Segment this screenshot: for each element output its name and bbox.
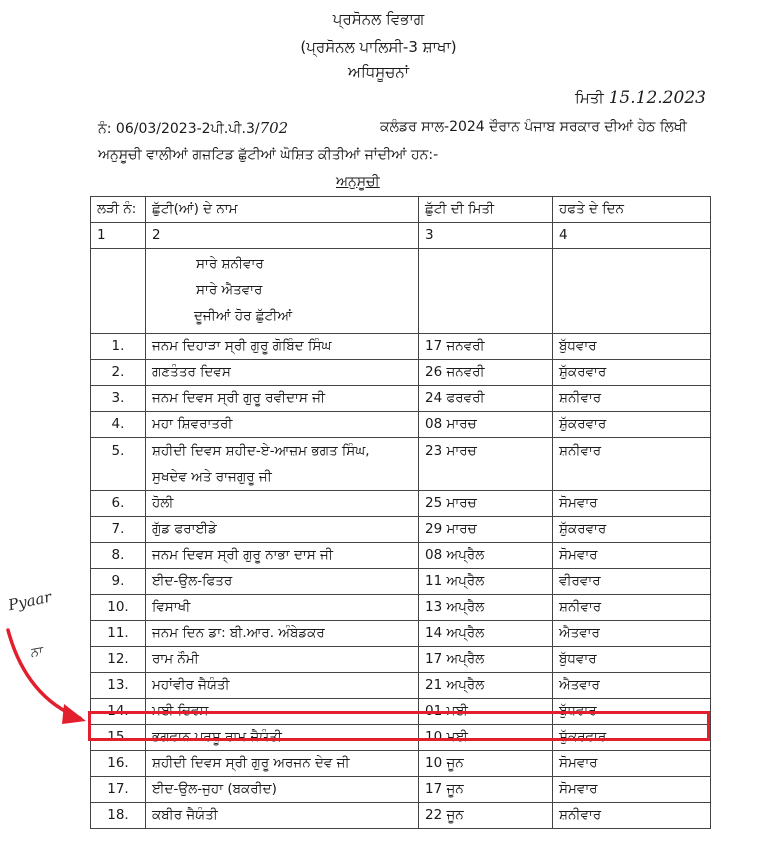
holiday-name: ਭਗਵਾਨ ਪਰਸ਼ੂ ਰਾਮ ਜੈਯੰਤੀ (146, 725, 419, 751)
holiday-name: ਸ਼ਹੀਦੀ ਦਿਵਸ ਸ੍ਰੀ ਗੁਰੂ ਅਰਜਨ ਦੇਵ ਜੀ (146, 751, 419, 777)
red-arrow-icon (0, 587, 100, 730)
reference-number (98, 119, 288, 137)
highlight-box (88, 711, 710, 741)
table-header-row (91, 197, 711, 223)
serial-number: 18. (91, 803, 146, 829)
holiday-weekday: ਸ਼ੁੱਕਰਵਾਰ (553, 725, 711, 751)
table-row (91, 647, 711, 673)
table-row (91, 517, 711, 543)
serial-number: 13. (91, 673, 146, 699)
table-row (91, 438, 711, 491)
serial-number: 3. (91, 386, 146, 412)
table-row (91, 386, 711, 412)
holiday-weekday: ਸੋਮਵਾਰ (553, 777, 711, 803)
holiday-name: ਵਿਸਾਖੀ (146, 595, 419, 621)
serial-number: 5. (91, 438, 146, 491)
col-header-date: ਛੁੱਟੀ ਦੀ ਮਿਤੀ (419, 197, 553, 223)
table-row (91, 569, 711, 595)
col-number: 4 (553, 223, 711, 249)
holiday-weekday: ਸ਼ੁੱਕਰਵਾਰ (553, 360, 711, 386)
col-header-name: ਛੁੱਟੀ(ਆਂ) ਦੇ ਨਾਮ (146, 197, 419, 223)
serial-number: 11. (91, 621, 146, 647)
holiday-name: ਗੁੱਡ ਫਰਾਈਡੇ (146, 517, 419, 543)
holiday-name: ਮਹਾਂਵੀਰ ਜੈਯੰਤੀ (146, 673, 419, 699)
table-row (91, 360, 711, 386)
holiday-weekday: ਸ਼ੁੱਕਰਵਾਰ (553, 517, 711, 543)
holiday-weekday: ਬੁੱਧਵਾਰ (553, 647, 711, 673)
holiday-weekday: ਸ਼ਨੀਵਾਰ (553, 803, 711, 829)
handwritten-note-2: ਨਾ (28, 644, 44, 661)
holiday-name: ਹੋਲੀ (146, 491, 419, 517)
weekly-holidays-row (91, 249, 711, 334)
serial-number: 6. (91, 491, 146, 517)
holiday-name: ਜਨਮ ਦਿਵਸ ਸ੍ਰੀ ਗੁਰੂ ਰਵੀਦਾਸ ਜੀ (146, 386, 419, 412)
holiday-date: 01 ਮਈ (419, 699, 553, 725)
column-number-row (91, 223, 711, 249)
holiday-weekday: ਐਤਵਾਰ (553, 673, 711, 699)
holiday-date: 08 ਮਾਰਚ (419, 412, 553, 438)
holiday-date: 24 ਫਰਵਰੀ (419, 386, 553, 412)
serial-number: 9. (91, 569, 146, 595)
ref-label: ਨੰ: (98, 121, 112, 137)
holiday-weekday: ਬੁੱਧਵਾਰ (553, 699, 711, 725)
table-row (91, 673, 711, 699)
holiday-weekday: ਸ਼ਨੀਵਾਰ (553, 438, 711, 491)
holiday-name: ਈਦ-ਉਲ-ਜੁਹਾ (ਬਕਰੀਦ) (146, 777, 419, 803)
serial-number: 4. (91, 412, 146, 438)
serial-number: 17. (91, 777, 146, 803)
serial-number: 15. (91, 725, 146, 751)
weekly-item: ਦੂਜੀਆਂ ਹੋਰ ਛੁੱਟੀਆਂ (194, 308, 293, 324)
holiday-weekday: ਸੋਮਵਾਰ (553, 751, 711, 777)
holiday-name: ਰਾਮ ਨੌਮੀ (146, 647, 419, 673)
holiday-date: 21 ਅਪ੍ਰੈਲ (419, 673, 553, 699)
serial-number: 10. (91, 595, 146, 621)
holiday-name: ਸ਼ਹੀਦੀ ਦਿਵਸ ਸ਼ਹੀਦ-ਏ-ਆਜ਼ਮ ਭਗਤ ਸਿੰਘ, (152, 443, 370, 459)
weekly-item: ਸਾਰੇ ਐਤਵਾਰ (196, 282, 263, 298)
holiday-weekday: ਵੀਰਵਾਰ (553, 569, 711, 595)
holiday-name-line2: ਸੁਖਦੇਵ ਅਤੇ ਰਾਜਗੁਰੂ ਜੀ (152, 469, 272, 485)
holiday-date: 29 ਮਾਰਚ (419, 517, 553, 543)
department-title: ਪ੍ਰਸੋਨਲ ਵਿਭਾਗ (332, 10, 425, 28)
holiday-weekday: ਸੋਮਵਾਰ (553, 491, 711, 517)
table-row (91, 751, 711, 777)
table-row (91, 621, 711, 647)
holiday-name: ਗਣਤੰਤਰ ਦਿਵਸ (146, 360, 419, 386)
holiday-name: ਜਨਮ ਦਿਨ ਡਾ: ਬੀ.ਆਰ. ਅੰਬੇਡਕਰ (146, 621, 419, 647)
schedule-title: ਅਨੁਸੂਚੀ (336, 174, 380, 190)
holiday-name: ਮਹਾ ਸ਼ਿਵਰਾਤਰੀ (146, 412, 419, 438)
col-number: 3 (419, 223, 553, 249)
table-row (91, 595, 711, 621)
table-row (91, 543, 711, 569)
col-number: 2 (146, 223, 419, 249)
holiday-date: 10 ਮਈ (419, 725, 553, 751)
handwritten-note: Pyaar (6, 587, 54, 615)
table-row (91, 412, 711, 438)
table-row (91, 334, 711, 360)
holiday-name: ਜਨਮ ਦਿਹਾੜਾ ਸ੍ਰੀ ਗੁਰੂ ਗੋਬਿੰਦ ਸਿੰਘ (146, 334, 419, 360)
holiday-date: 14 ਅਪ੍ਰੈਲ (419, 621, 553, 647)
ref-value: 06/03/2023-2ਪੀ.ਪੀ.3/ (115, 121, 260, 137)
holiday-weekday: ਐਤਵਾਰ (553, 621, 711, 647)
serial-number: 8. (91, 543, 146, 569)
col-number: 1 (91, 223, 146, 249)
weekly-item: ਸਾਰੇ ਸ਼ਨੀਵਾਰ (196, 256, 264, 272)
table-row (91, 803, 711, 829)
holiday-weekday: ਬੁੱਧਵਾਰ (553, 334, 711, 360)
serial-number: 2. (91, 360, 146, 386)
holiday-weekday: ਸੋਮਵਾਰ (553, 543, 711, 569)
holiday-date: 26 ਜਨਵਰੀ (419, 360, 553, 386)
intro-line-2: ਅਨੁਸੂਚੀ ਵਾਲੀਆਂ ਗਜ਼ਟਿਡ ਛੁੱਟੀਆਂ ਘੋਸ਼ਿਤ ਕੀਤੀਆਂ ਜਾਂਦੀਆਂ ਹਨ:- (98, 147, 439, 163)
holiday-rows (91, 334, 711, 829)
date-value: 15.12.2023 (608, 88, 706, 108)
holiday-date: 25 ਮਾਰਚ (419, 491, 553, 517)
holiday-weekday: ਸ਼ਨੀਵਾਰ (553, 386, 711, 412)
notification-heading: ਅਧਿਸੂਚਨਾਂ (348, 63, 409, 81)
serial-number: 7. (91, 517, 146, 543)
table-row (91, 491, 711, 517)
holiday-date: 10 ਜੂਨ (419, 751, 553, 777)
holiday-date: 08 ਅਪ੍ਰੈਲ (419, 543, 553, 569)
serial-number: 14. (91, 699, 146, 725)
serial-number: 16. (91, 751, 146, 777)
holiday-weekday: ਸ਼ੁੱਕਰਵਾਰ (553, 412, 711, 438)
branch-subtitle: (ਪ੍ਰਸੋਨਲ ਪਾਲਿਸੀ-3 ਸ਼ਾਖਾ) (300, 38, 457, 56)
holiday-date: 17 ਅਪ੍ਰੈਲ (419, 647, 553, 673)
holiday-name: ਈਦ-ਉਲ-ਫਿਤਰ (146, 569, 419, 595)
holiday-date: 11 ਅਪ੍ਰੈਲ (419, 569, 553, 595)
ref-handwritten: 702 (259, 119, 289, 137)
holiday-date: 13 ਅਪ੍ਰੈਲ (419, 595, 553, 621)
holiday-date: 22 ਜੂਨ (419, 803, 553, 829)
serial-number: 1. (91, 334, 146, 360)
holiday-date: 17 ਜਨਵਰੀ (419, 334, 553, 360)
holiday-date: 23 ਮਾਰਚ (419, 438, 553, 491)
holiday-name: ਜਨਮ ਦਿਵਸ ਸ੍ਰੀ ਗੁਰੂ ਨਾਭਾ ਦਾਸ ਜੀ (146, 543, 419, 569)
col-header-sn: ਲੜੀ ਨੰ: (91, 197, 146, 223)
holiday-weekday: ਸ਼ਨੀਵਾਰ (553, 595, 711, 621)
date-label: ਮਿਤੀ (575, 89, 604, 107)
col-header-day: ਹਫਤੇ ਦੇ ਦਿਨ (553, 197, 711, 223)
holiday-date: 17 ਜੂਨ (419, 777, 553, 803)
intro-line-1: ਕਲੰਡਰ ਸਾਲ-2024 ਦੌਰਾਨ ਪੰਜਾਬ ਸਰਕਾਰ ਦੀਆਂ ਹੇਠ ਲਿਖੀ (380, 119, 687, 135)
date-line (575, 88, 706, 108)
serial-number: 12. (91, 647, 146, 673)
holiday-name: ਕਬੀਰ ਜੈਯੰਤੀ (146, 803, 419, 829)
holiday-name: ਮਈ ਦਿਵਸ (146, 699, 419, 725)
table-row (91, 777, 711, 803)
